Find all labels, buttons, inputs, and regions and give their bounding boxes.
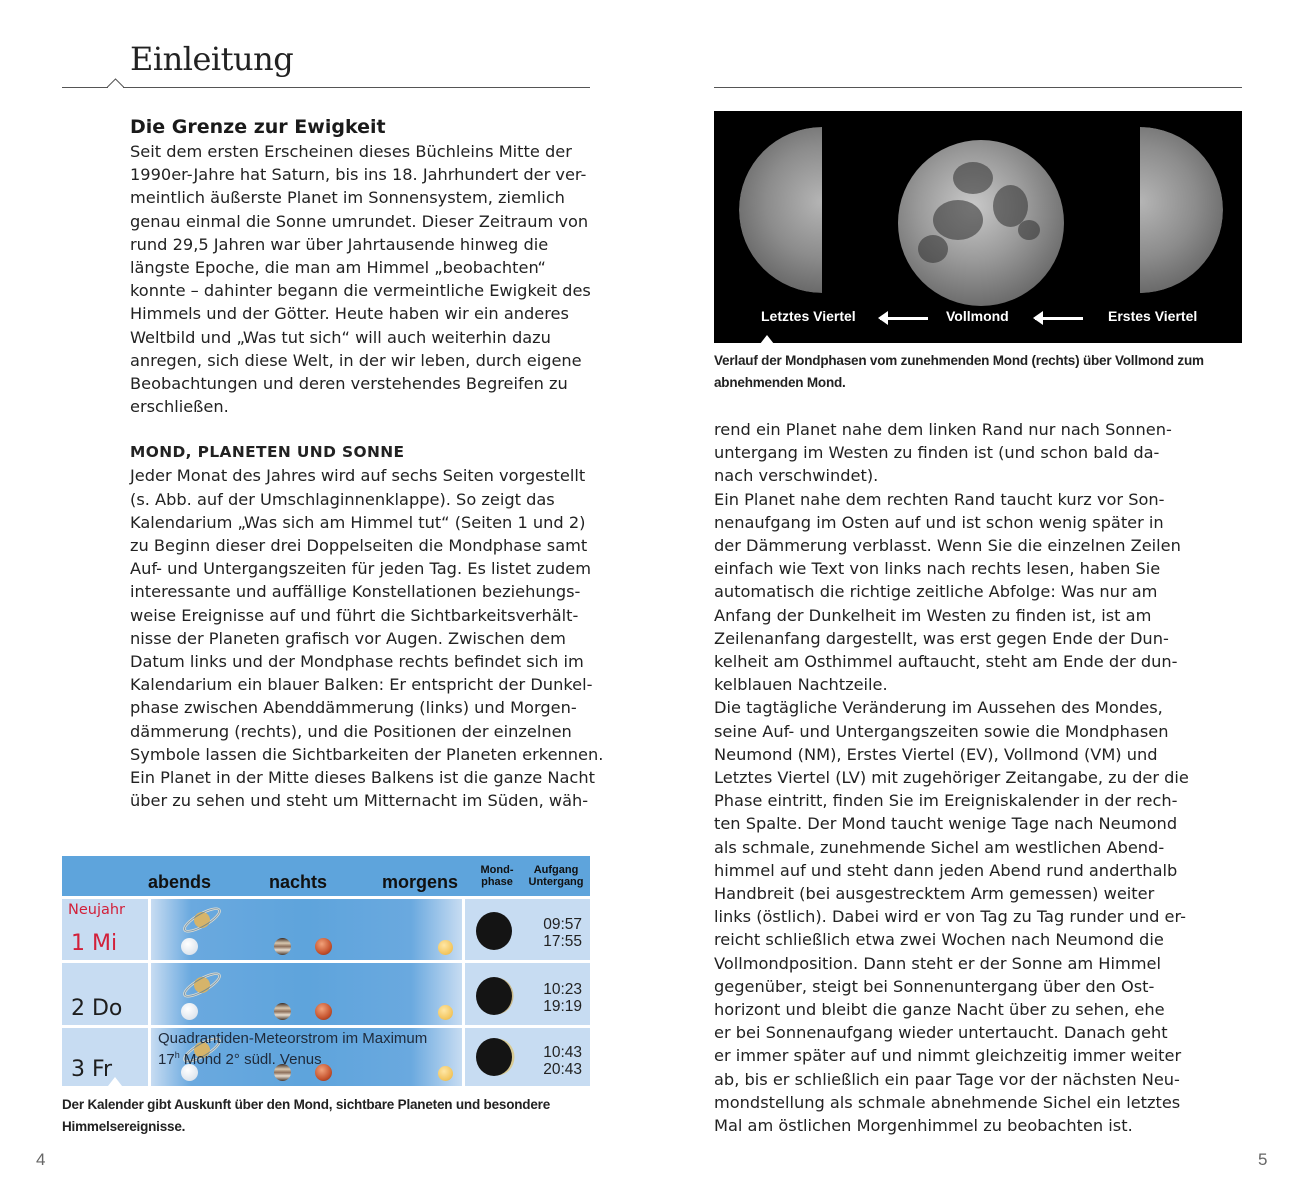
text-line: Jeder Monat des Jahres wird auf sechs Seiten vorgestellt [130,466,586,486]
text-line: längste Epoche, die man am Himmel „beobachten“ [130,258,546,278]
text-line: dämmerung (rechts), und die Positionen der einzelnen [130,721,572,741]
text-line: Handbreit (bei ausgestrecktem Arm gemessen) weiter [714,884,1155,904]
text-line: (s. Abb. auf der Umschlaginnenklappe). So zeigt das [130,489,555,509]
text-line: phase zwischen Abenddämmerung (links) und Morgen- [130,698,577,718]
text-line: automatisch die richtige zeitliche Abfolge: Was nur am [714,582,1158,602]
subheading: MOND, PLANETEN UND SONNE [130,443,405,462]
moon-icon [181,938,198,955]
header-moonphase-line1: Mond- [480,864,514,876]
text-line: mondstellung als schmale abnehmende Sichel ein letztes [714,1092,1181,1112]
text-line: nach verschwindet). [714,466,879,486]
last-quarter-moon-image [739,127,905,293]
header-set: Untergang [528,876,584,888]
moon-rise-time: 10:23 [543,981,582,998]
page-number: 4 [36,1150,46,1169]
event-description: Mond 2° südl. Venus [179,1051,322,1068]
text-line: Neumond (NM), Erstes Viertel (EV), Vollmond (VM) und [714,744,1158,764]
jupiter-icon [274,938,291,955]
arrow-left-icon [880,317,928,320]
text-line: 1990er-Jahre hat Saturn, bis ins 18. Jahrhundert der ver- [130,165,587,185]
text-line: genau einmal die Sonne umrundet. Dieser Zeitraum von [130,211,589,231]
moon-set-time: 19:19 [543,998,582,1015]
text-line: Himmels und der Götter. Heute haben wir ein anderes [130,304,569,324]
text-line: kelheit am Osthimmel auftaucht, steht am Ende der dun- [714,652,1178,672]
text-line: Datum links und der Mondphase rechts befindet sich im [130,652,584,672]
column-divider [462,896,465,1086]
section-title: Einleitung [130,40,294,78]
text-line: seine Auf- und Untergangszeiten sowie die Mondphasen [714,721,1169,741]
jupiter-icon [274,1003,291,1020]
body-paragraph [130,464,604,812]
header-morning: morgens [382,872,459,892]
date-cell [62,898,148,960]
header-evening: abends [148,872,212,892]
event-meteor-shower: Quadrantiden-Meteorstrom im Maximum [158,1030,428,1047]
event-text [158,1030,427,1068]
label-first-quarter: Erstes Viertel [1108,308,1198,324]
text-line: weise Ereignisse auf und führt die Sichtbarkeitsverhält- [130,605,579,625]
text-line: Symbole lassen die Sichtbarkeiten der Planeten erkennen. [130,744,604,764]
calendar-row [62,1028,590,1086]
text-line: Letztes Viertel (LV) mit zugehöriger Zeitangabe, zu der die [714,768,1189,788]
text-line: Kalendarium ein blauer Balken: Er entspricht der Dunkel- [130,675,593,695]
text-line: kelblauen Nachtzeile. [714,675,888,695]
venus-icon [438,1066,453,1081]
text-line: nisse der Planeten grafisch vor Augen. Zwischen dem [130,628,566,648]
row-divider [62,896,590,899]
header-rise-set [522,864,590,888]
text-line: Beobachtungen und deren verstehendes Begreifen zu [130,374,568,394]
venus-icon [438,940,453,955]
date-label: 2 Do [71,996,123,1021]
night-bar [151,963,462,1025]
caption-pointer [760,335,774,343]
page-number: 5 [1258,1150,1268,1169]
text-line: Ein Planet nahe dem rechten Rand taucht kurz vor Son- [714,489,1165,509]
night-bar [151,898,462,960]
text-line: interessante und auffällige Konstellationen beziehungs- [130,582,581,602]
text-line: er bei Sonnenaufgang wieder untertaucht. Danach geht [714,1023,1168,1043]
row-divider [62,1025,590,1028]
text-line: konnte – dahinter begann die vermeintliche Ewigkeit des [130,281,591,301]
text-line: anregen, sich diese Welt, in der wir leben, durch eigene [130,350,582,370]
text-line: ab, bis er schließlich ein paar Tage vor der nächsten Neu- [714,1069,1180,1089]
text-line: untergang im Westen zu finden ist (und schon bald da- [714,443,1160,463]
saturn-icon [181,971,223,999]
moon-figure-caption [714,350,1254,394]
caption-line: Himmelsereignisse. [62,1119,186,1134]
event-conjunction [158,1051,322,1068]
text-line: links (östlich). Dabei wird er von Tag zu Tag runder und er- [714,907,1186,927]
moon-rise-time: 09:57 [543,916,582,933]
date-cell [62,1028,148,1086]
calendar-row [62,898,590,960]
text-line: meintlich äußerste Planet im Sonnensystem, ziemlich [130,188,565,208]
saturn-icon [181,906,223,934]
date-label: 3 Fr [71,1057,113,1082]
caption-line: Verlauf der Mondphasen vom zunehmenden Mond (rechts) über Vollmond zum [714,353,1204,368]
date-label: 1 Mi [71,931,118,956]
rise-set-times [543,1044,582,1078]
row-divider [62,960,590,963]
header-night: nachts [269,872,328,892]
text-line: Anfang der Dunkelheit im Westen zu finden ist, ist am [714,605,1152,625]
event-hour-unit: h [174,1050,180,1060]
crescent-moon-icon [476,977,512,1015]
header-moonphase [476,864,518,888]
text-line: Kalendarium „Was sich am Himmel tut“ (Seiten 1 und 2) [130,512,586,532]
calendar-illustration [62,856,590,1086]
text-line: zu Beginn dieser drei Doppelseiten die Mondphase samt [130,536,588,556]
moon-set-time: 20:43 [543,1061,582,1078]
rise-set-times [543,981,582,1015]
text-line: einfach wie Text von links nach rechts lesen, haben Sie [714,559,1161,579]
text-line: der Dämmerung verblasst. Wenn Sie die einzelnen Zeilen [714,536,1181,556]
holiday-label: Neujahr [68,902,126,918]
column-divider [148,896,151,1086]
arrow-left-icon [1035,317,1083,320]
text-line: reicht schließlich etwa zwei Wochen nach Neumond die [714,930,1164,950]
rise-set-times [543,916,582,950]
right-text-column [714,418,1189,1137]
mars-icon [315,1003,332,1020]
label-full-moon: Vollmond [946,308,1009,324]
text-line: Ein Planet in der Mitte dieses Balkens ist die ganze Nacht [130,768,595,788]
moon-set-time: 17:55 [543,933,582,950]
intro-paragraph [130,140,592,418]
calendar-caption [62,1094,602,1138]
article-heading: Die Grenze zur Ewigkeit [130,116,386,138]
header-rule-notch [107,78,124,88]
text-line: Phase eintritt, finden Sie im Ereigniskalender in der rech- [714,791,1178,811]
text-line: himmel auf und steht dann jeden Abend rund anderthalb [714,860,1178,880]
caption-line: Der Kalender gibt Auskunft über den Mond, sichtbare Planeten und besondere [62,1097,551,1112]
text-line: erschließen. [130,397,229,417]
text-line: Weltbild und „Was tut sich“ will auch weiterhin dazu [130,327,551,347]
moon-rise-time: 10:43 [543,1044,582,1061]
label-last-quarter: Letztes Viertel [761,308,856,324]
first-quarter-moon-image [1057,127,1223,293]
caption-line: abnehmenden Mond. [714,375,846,390]
text-line: Seit dem ersten Erscheinen dieses Büchleins Mitte der [130,142,572,161]
moon-icon [181,1003,198,1020]
calendar-header [62,856,590,896]
text-line: Auf- und Untergangszeiten für jeden Tag. Es listet zudem [130,559,592,579]
new-moon-icon [476,912,512,950]
text-line: über zu sehen und steht um Mitternacht im Süden, wäh- [130,791,589,811]
text-line: nenaufgang im Osten auf und ist schon wenig später in [714,512,1164,532]
text-line: ten Spalte. Der Mond taucht wenige Tage nach Neumond [714,814,1178,834]
text-line: rund 29,5 Jahren war über Jahrtausende hinweg die [130,234,549,254]
venus-icon [438,1005,453,1020]
spacer [130,418,592,441]
header-rise: Aufgang [533,864,579,876]
text-line: rend ein Planet nahe dem linken Rand nur nach Sonnen- [714,420,1172,439]
header-rule [714,87,1242,88]
text-line: Vollmondposition. Dann steht er der Sonne am Himmel [714,953,1161,973]
text-line: Die tagtägliche Veränderung im Aussehen des Mondes, [714,698,1163,718]
header-moonphase-line2: phase [481,876,513,888]
date-cell [62,963,148,1025]
header-rule [62,87,108,88]
full-moon-image [898,140,1064,306]
text-line: horizont und bleibt die ganze Nacht über zu sehen, ehe [714,1000,1165,1020]
text-line: Mal am östlichen Morgenhimmel zu beobachten ist. [714,1116,1133,1136]
left-text-column [130,114,604,812]
caption-pointer [108,1077,122,1086]
calendar-row [62,963,590,1025]
text-line: als schmale, zunehmende Sichel am westlichen Abend- [714,837,1165,857]
text-line: er immer später auf und nimmt gleichzeitig immer weiter [714,1046,1182,1066]
mars-icon [315,938,332,955]
header-rule [123,87,590,88]
crescent-moon-icon [476,1038,512,1076]
text-line: Zeilenanfang dargestellt, was erst gegen Ende der Dun- [714,628,1169,648]
moon-phases-figure [714,111,1242,343]
text-line: gegenüber, steigt bei Sonnenuntergang über den Ost- [714,976,1155,996]
event-hour: 17 [158,1051,175,1068]
